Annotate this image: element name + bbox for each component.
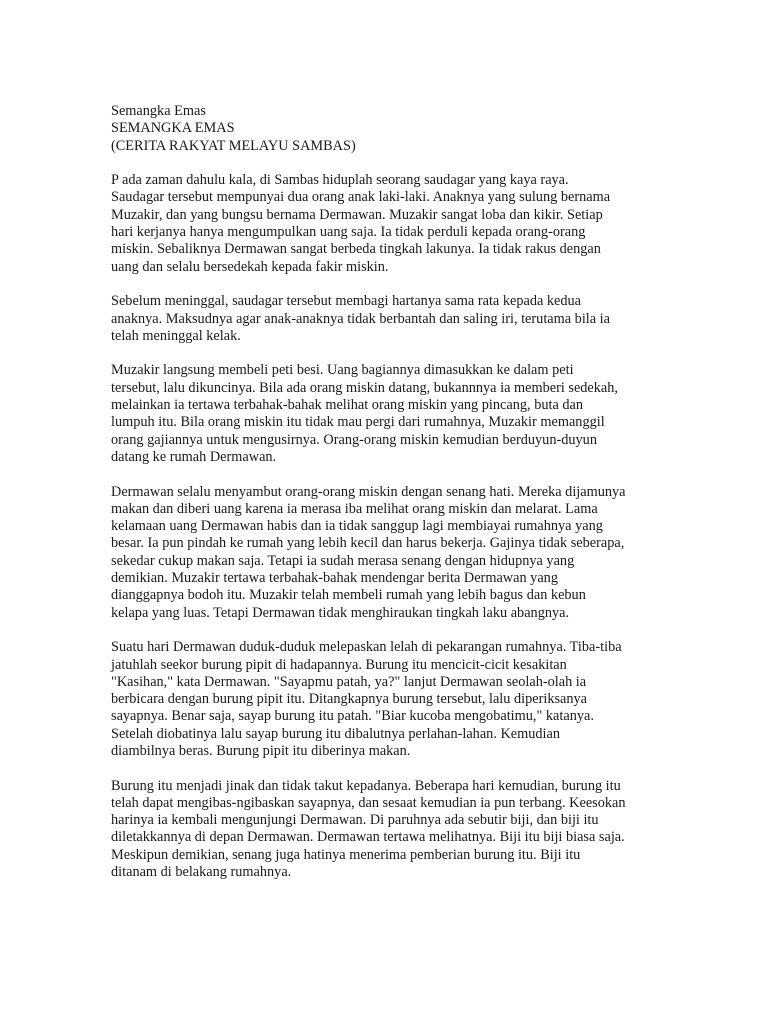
document-title: Semangka Emas bbox=[111, 103, 206, 119]
text-line: hari kerjanya hanya mengumpulkan uang saja. Ia tidak perduli kepada orang-orang bbox=[111, 224, 586, 241]
paragraph-3 bbox=[111, 362, 671, 466]
document-body bbox=[111, 103, 671, 881]
text-line: sayapnya. Benar saja, sayap burung itu patah. "Biar kucoba mengobatimu," katanya. bbox=[111, 708, 594, 725]
text-line: Muzakir langsung membeli peti besi. Uang bagiannya dimasukkan ke dalam peti bbox=[111, 362, 574, 379]
text-line: tersebut, lalu dikuncinya. Bila ada orang miskin datang, bukannnya ia memberi sedekah, bbox=[111, 379, 618, 396]
text-line: orang gajiannya untuk mengusirnya. Orang-orang miskin kemudian berduyun-duyun bbox=[111, 431, 597, 448]
text-line: besar. Ia pun pindah ke rumah yang lebih kecil dan harus bekerja. Gajinya tidak seberapa, bbox=[111, 535, 625, 552]
text-line: diletakkannya di depan Dermawan. Dermawan tertawa melihatnya. Biji itu biji biasa saja. bbox=[111, 829, 625, 846]
text-line: Suatu hari Dermawan duduk-duduk melepaskan lelah di pekarangan rumahnya. Tiba-tiba bbox=[111, 639, 622, 656]
text-line: Muzakir, dan yang bungsu bernama Dermawan. Muzakir sangat loba dan kikir. Setiap bbox=[111, 206, 603, 223]
text-line: makan dan diberi uang karena ia merasa iba melihat orang miskin dan melarat. Lama bbox=[111, 500, 598, 517]
text-line: anaknya. Maksudnya agar anak-anaknya tidak berbantah dan saling iri, terutama bila ia bbox=[111, 310, 611, 327]
text-line: Burung itu menjadi jinak dan tidak takut kepadanya. Beberapa hari kemudian, burung itu bbox=[111, 777, 621, 794]
paragraph-1 bbox=[111, 172, 671, 276]
story-subtitle: (CERITA RAKYAT MELAYU SAMBAS) bbox=[111, 137, 356, 154]
text-line: Setelah diobatinya lalu sayap burung itu dibalutnya perlahan-lahan. Kemudian bbox=[111, 725, 561, 742]
text-line: demikian. Muzakir tertawa terbahak-bahak mendengar berita Dermawan yang bbox=[111, 570, 558, 587]
text-line: harinya ia kembali mengunjungi Dermawan. Di paruhnya ada sebutir biji, dan biji itu bbox=[111, 812, 599, 829]
text-line: kelapa yang luas. Tetapi Dermawan tidak menghiraukan tingkah laku abangnya. bbox=[111, 604, 570, 621]
paragraph-2 bbox=[111, 293, 671, 345]
text-line: "Kasihan," kata Dermawan. "Sayapmu patah, ya?" lanjut Dermawan seolah-olah ia bbox=[111, 673, 587, 690]
document-header bbox=[111, 103, 671, 155]
text-line: datang ke rumah Dermawan. bbox=[111, 448, 277, 465]
text-line: dianggapnya bodoh itu. Muzakir telah membeli rumah yang lebih bagus dan kebun bbox=[111, 587, 586, 604]
text-line: uang dan selalu bersedekah kepada fakir miskin. bbox=[111, 258, 389, 275]
text-line: sekedar cukup makan saja. Tetapi ia sudah merasa senang dengan hidupnya yang bbox=[111, 552, 575, 569]
text-line: jatuhlah seekor burung pipit di hadapannya. Burung itu mencicit-cicit kesakitan bbox=[111, 656, 567, 673]
text-line: berbicara dengan burung pipit itu. Ditangkapnya burung tersebut, lalu diperiksanya bbox=[111, 691, 588, 708]
text-line: telah dapat mengibas-ngibaskan sayapnya, dan sesaat kemudian ia pun terbang. Keesokan bbox=[111, 794, 626, 811]
text-line: Sebelum meninggal, saudagar tersebut membagi hartanya sama rata kepada kedua bbox=[111, 293, 582, 310]
text-line: Dermawan selalu menyambut orang-orang miskin dengan senang hati. Mereka dijamunya bbox=[111, 483, 626, 500]
text-line: kelamaan uang Dermawan habis dan ia tidak sanggup lagi membiayai rumahnya yang bbox=[111, 518, 603, 535]
text-line: melainkan ia tertawa terbahak-bahak melihat orang miskin yang pincang, buta dan bbox=[111, 397, 584, 414]
text-line: Meskipun demikian, senang juga hatinya menerima pemberian burung itu. Biji itu bbox=[111, 846, 581, 863]
paragraph-6 bbox=[111, 778, 671, 882]
story-title: SEMANGKA EMAS bbox=[111, 120, 235, 137]
text-line: P ada zaman dahulu kala, di Sambas hiduplah seorang saudagar yang kaya raya. bbox=[111, 172, 569, 189]
paragraph-5 bbox=[111, 639, 671, 760]
paragraph-4 bbox=[111, 484, 671, 622]
text-line: Saudagar tersebut mempunyai dua orang anak laki-laki. Anaknya yang sulung bernama bbox=[111, 189, 611, 206]
text-line: telah meninggal kelak. bbox=[111, 327, 241, 344]
text-line: ditanam di belakang rumahnya. bbox=[111, 864, 292, 881]
text-line: diambilnya beras. Burung pipit itu diberinya makan. bbox=[111, 742, 411, 759]
text-line: lumpuh itu. Bila orang miskin itu tidak mau pergi dari rumahnya, Muzakir memanggil bbox=[111, 414, 605, 431]
text-line: miskin. Sebaliknya Dermawan sangat berbeda tingkah lakunya. Ia tidak rakus dengan bbox=[111, 241, 601, 258]
